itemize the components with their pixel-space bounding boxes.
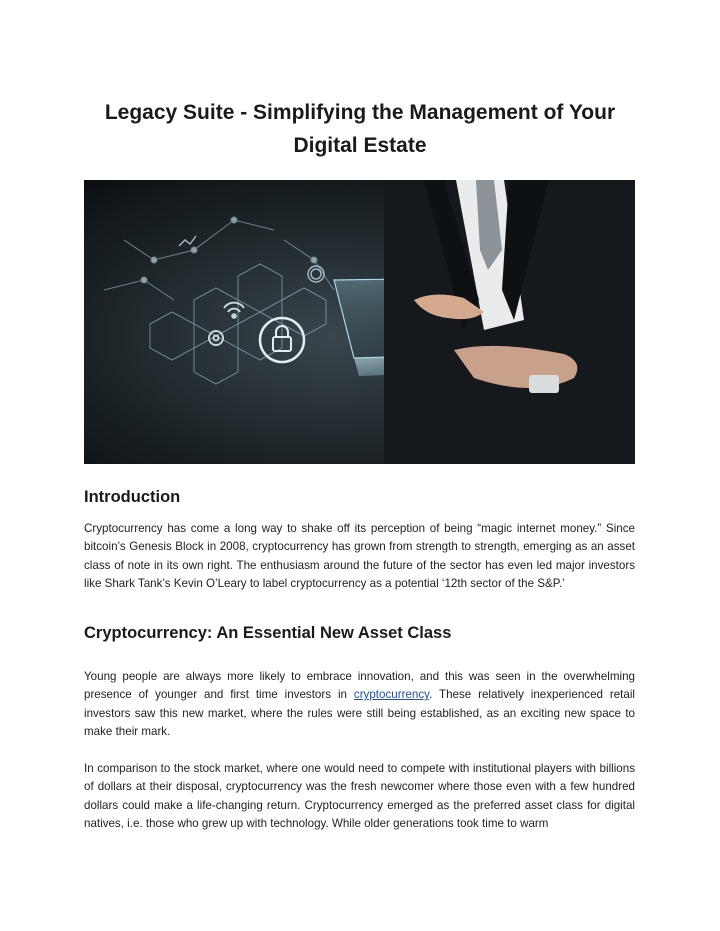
- section-heading-asset-class: Cryptocurrency: An Essential New Asset Class: [84, 624, 452, 642]
- title-line-2: Digital Estate: [293, 134, 427, 157]
- para1-text-before: Young people are always more likely to embrace innovation, and this was seen in the overwhelming presence of younger and first time investors in: [84, 670, 635, 702]
- cryptocurrency-link[interactable]: cryptocurrency: [353, 688, 430, 702]
- intro-paragraph: Cryptocurrency has come a long way to shake off its perception of being “magic internet money.” Since bitcoin’s Genesis Block in 2008, cryptocurrency has grown from strength to strength, emerging as an asset class of note in its own right. The enthusiasm around the future of the sector has even led major investors like Shark Tank’s Kevin O’Leary to label cryptocurrency as a potential ‘12th sector of the S&P.’: [84, 522, 635, 591]
- asset-class-paragraph-2: In comparison to the stock market, where one would need to compete with institutional players with billions of dollars at their disposal, cryptocurrency was the fresh newcomer where those even with a few hundred dollars could make a life-changing return. Cryptocurrency emerged as the preferred asset class for digital natives, i.e. those who grew up with technology. While older generations took time to warm: [84, 762, 635, 831]
- hero-image: [84, 180, 635, 464]
- title-line-1: Legacy Suite - Simplifying the Management of Your: [104, 101, 616, 124]
- para1-text-after: . These relatively inexperienced retail investors saw this new market, where the rules were still being established, as an exciting new space to make their mark.: [84, 688, 636, 739]
- man-in-suit: [384, 180, 635, 464]
- page-title: [84, 96, 636, 162]
- section-heading-introduction: Introduction: [84, 488, 181, 506]
- asset-class-paragraph-1: [84, 668, 635, 742]
